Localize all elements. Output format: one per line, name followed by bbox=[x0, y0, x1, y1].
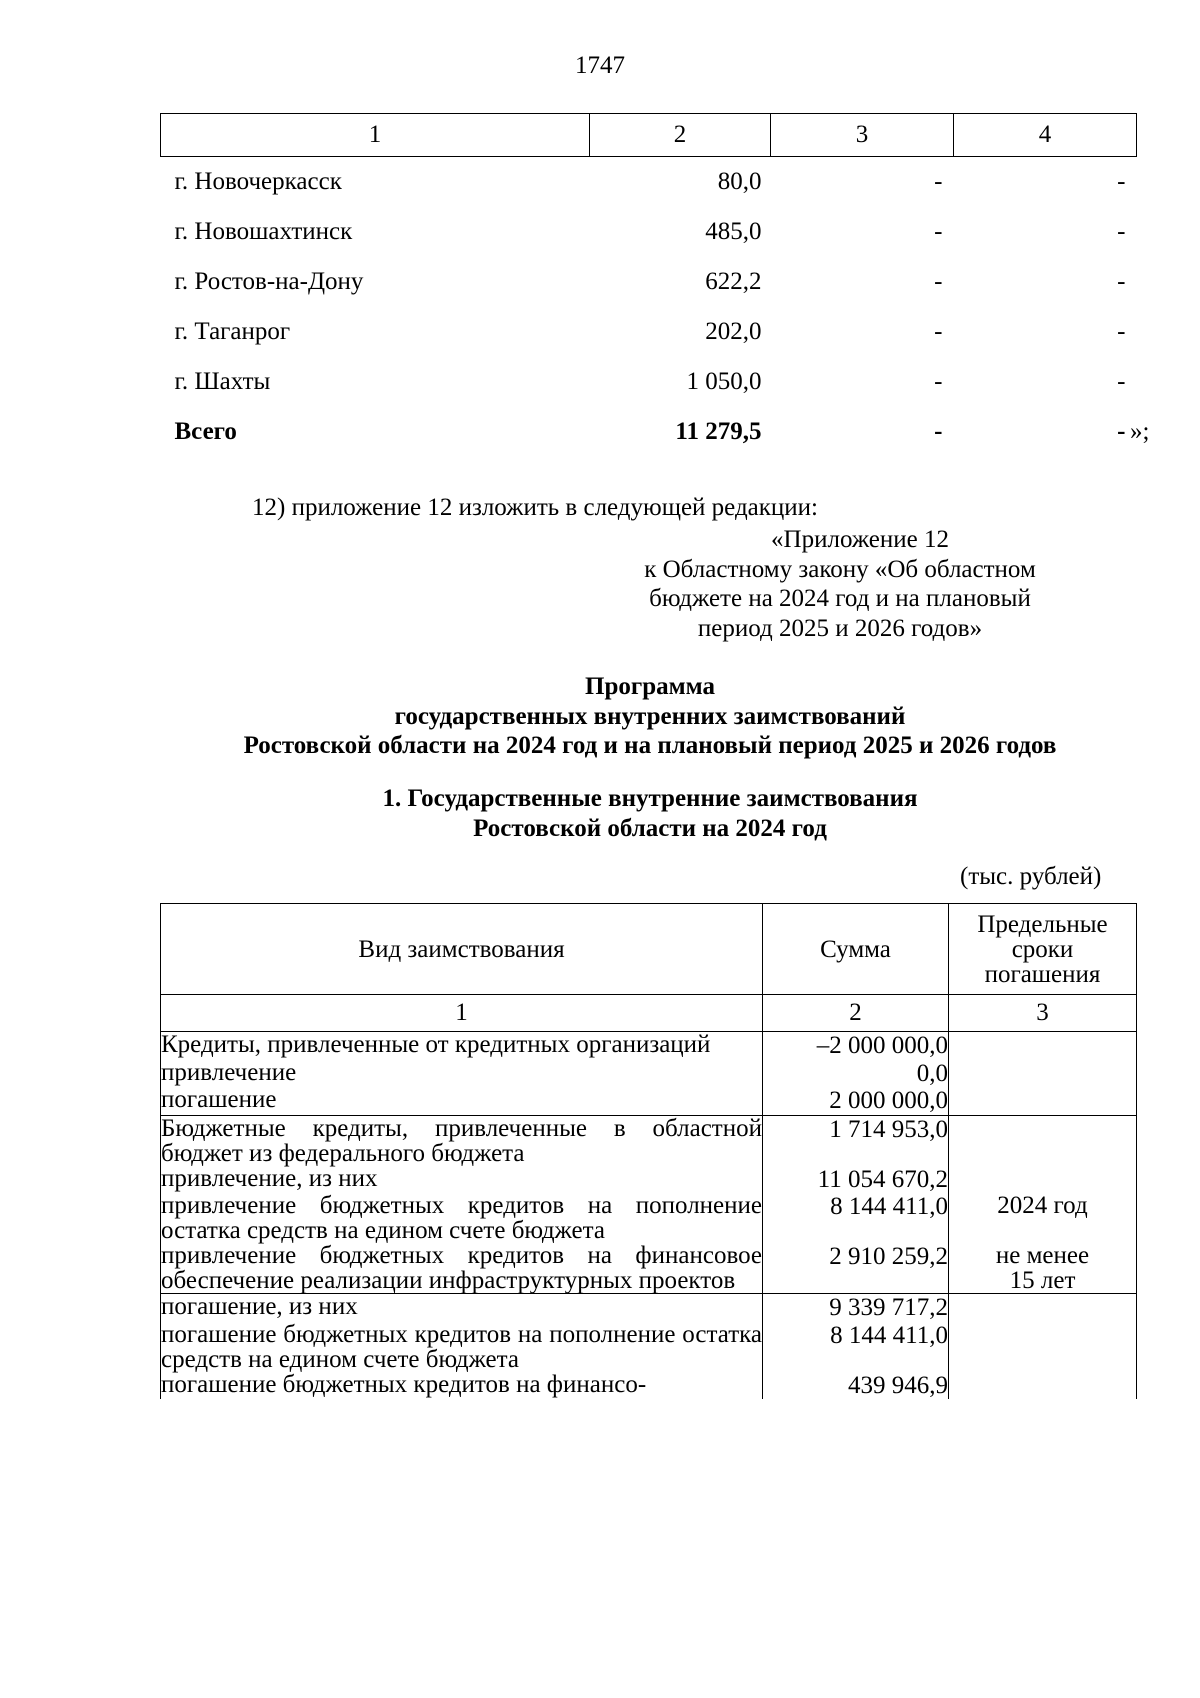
column-header-type: Вид заимствования bbox=[161, 904, 763, 995]
table-row bbox=[161, 207, 1137, 257]
total-value: 11 279,5 bbox=[675, 418, 762, 446]
budget-credits-group bbox=[161, 1115, 1137, 1294]
section-title-line: Ростовской области на 2024 год bbox=[473, 815, 827, 842]
column-index: 3 bbox=[949, 995, 1137, 1032]
borrowing-term bbox=[949, 1166, 1137, 1194]
header-line: Предельные bbox=[977, 910, 1108, 938]
amendment-text: 12) приложение 12 изложить в следующей редакции: bbox=[252, 494, 818, 521]
distribution-table bbox=[160, 113, 1137, 457]
section-title-line: 1. Государственные внутренние заимствования bbox=[382, 785, 918, 812]
value-cell: - bbox=[1117, 318, 1126, 346]
credit-org-group bbox=[161, 1032, 1137, 1116]
table-header-row bbox=[161, 114, 1137, 157]
value-cell: - bbox=[934, 318, 943, 346]
borrowing-term bbox=[949, 1087, 1137, 1115]
borrowing-amount: 2 910 259,2 bbox=[763, 1243, 949, 1294]
borrowing-type: привлечение бюджетных кредитов на пополнение остатка средств на едином счете бюджета bbox=[161, 1192, 762, 1244]
table-row bbox=[161, 307, 1137, 357]
table-row bbox=[161, 1294, 1137, 1322]
appendix-line: период 2025 и 2026 годов» bbox=[697, 614, 983, 642]
city-name: г. Шахты bbox=[174, 368, 271, 396]
program-title-line: Программа bbox=[585, 673, 715, 700]
table-row bbox=[161, 1087, 1137, 1115]
value-cell: - bbox=[934, 368, 943, 396]
borrowing-term: 2024 год bbox=[949, 1193, 1137, 1243]
program-title-line: государственных внутренних заимствований bbox=[394, 702, 906, 730]
column-header: 4 bbox=[954, 114, 1137, 157]
borrowing-type: погашение бюджетных кредитов на финансо- bbox=[161, 1372, 763, 1400]
value-cell: - bbox=[1117, 218, 1126, 246]
column-header: 2 bbox=[590, 114, 771, 157]
borrowing-term bbox=[949, 1322, 1137, 1372]
column-header-amount: Сумма bbox=[763, 904, 949, 995]
borrowing-type: погашение бюджетных кредитов на пополнение остатка средств на едином счете бюджета bbox=[161, 1320, 762, 1373]
appendix-line: к Областному закону «Об областном bbox=[644, 555, 1036, 583]
value-cell: 202,0 bbox=[705, 318, 762, 346]
city-name: г. Новочеркасск bbox=[174, 168, 342, 196]
value-cell: - bbox=[934, 168, 943, 196]
borrowing-type: погашение, из них bbox=[161, 1294, 763, 1322]
column-index-row bbox=[161, 995, 1137, 1032]
value-cell: - bbox=[934, 268, 943, 296]
borrowing-amount: 1 714 953,0 bbox=[763, 1115, 949, 1166]
table-row bbox=[161, 1166, 1137, 1194]
table-row bbox=[161, 1193, 1137, 1243]
table-row bbox=[161, 1060, 1137, 1088]
column-header: 1 bbox=[161, 114, 590, 157]
borrowing-type: привлечение, из них bbox=[161, 1166, 763, 1194]
borrowing-type: привлечение бюджетных кредитов на финансовое обеспечение реализации инфраструктурных проектов bbox=[161, 1242, 762, 1294]
section-title bbox=[0, 784, 1200, 844]
unit-label: (тыс. рублей) bbox=[960, 863, 1102, 890]
value-cell: - bbox=[934, 218, 943, 246]
borrowing-type: привлечение bbox=[161, 1060, 763, 1088]
value-cell: - bbox=[1117, 168, 1126, 196]
table-row bbox=[161, 1372, 1137, 1400]
total-value: - bbox=[1117, 418, 1126, 446]
column-header: 3 bbox=[771, 114, 954, 157]
header-line: погашения bbox=[984, 960, 1101, 988]
total-label: Всего bbox=[174, 418, 237, 446]
borrowing-amount: 2 000 000,0 bbox=[763, 1087, 949, 1115]
borrowing-term bbox=[949, 1115, 1137, 1166]
city-name: г. Ростов-на-Дону bbox=[174, 268, 364, 296]
borrowing-term bbox=[949, 1060, 1137, 1088]
table-row bbox=[161, 1243, 1137, 1294]
borrowing-type: Бюджетные кредиты, привлеченные в областной бюджет из федерального бюджета bbox=[161, 1114, 762, 1167]
borrowing-amount: 439 946,9 bbox=[763, 1372, 949, 1400]
appendix-line: бюджете на 2024 год и на плановый bbox=[649, 585, 1031, 612]
borrowings-table bbox=[160, 903, 1137, 1399]
value-cell: - bbox=[1117, 268, 1126, 296]
table-row bbox=[161, 1322, 1137, 1372]
column-header-term bbox=[949, 904, 1137, 995]
table-row bbox=[161, 1032, 1137, 1060]
header-line: сроки bbox=[1011, 935, 1074, 963]
term-line: 15 лет bbox=[1009, 1267, 1076, 1294]
value-cell: - bbox=[1117, 368, 1126, 396]
program-title-line: Ростовской области на 2024 год и на плановый период 2025 и 2026 годов bbox=[243, 732, 1057, 759]
borrowing-term bbox=[949, 1243, 1137, 1294]
table-row bbox=[161, 257, 1137, 307]
borrowing-amount: 8 144 411,0 bbox=[763, 1322, 949, 1372]
closing-quote-mark: »; bbox=[1130, 418, 1150, 445]
borrowing-type: погашение bbox=[161, 1087, 763, 1115]
column-index: 2 bbox=[763, 995, 949, 1032]
table-row bbox=[161, 157, 1137, 208]
borrowing-term bbox=[949, 1032, 1137, 1060]
term-line: не менее bbox=[995, 1242, 1090, 1269]
value-cell: 622,2 bbox=[705, 268, 762, 296]
borrowing-type: Кредиты, привлеченные от кредитных организаций bbox=[161, 1032, 763, 1060]
borrowing-amount: 8 144 411,0 bbox=[763, 1193, 949, 1243]
page-number: 1747 bbox=[575, 52, 625, 79]
borrowing-term bbox=[949, 1372, 1137, 1400]
borrowing-amount: 11 054 670,2 bbox=[763, 1166, 949, 1194]
borrowing-amount: –2 000 000,0 bbox=[763, 1032, 949, 1060]
borrowing-term bbox=[949, 1294, 1137, 1322]
program-title bbox=[0, 672, 1200, 761]
total-row bbox=[161, 407, 1137, 457]
table-row bbox=[161, 357, 1137, 407]
borrowing-amount: 0,0 bbox=[763, 1060, 949, 1088]
value-cell: 80,0 bbox=[717, 168, 762, 196]
table-header-row bbox=[161, 904, 1137, 995]
total-value: - bbox=[934, 418, 943, 446]
borrowing-amount: 9 339 717,2 bbox=[763, 1294, 949, 1322]
value-cell: 485,0 bbox=[705, 218, 762, 246]
repayment-group bbox=[161, 1294, 1137, 1400]
table-row bbox=[161, 1115, 1137, 1166]
value-cell: 1 050,0 bbox=[686, 368, 762, 396]
appendix-heading bbox=[560, 525, 1120, 643]
city-name: г. Таганрог bbox=[174, 318, 291, 346]
column-index: 1 bbox=[161, 995, 763, 1032]
city-name: г. Новошахтинск bbox=[174, 218, 353, 246]
appendix-line: «Приложение 12 bbox=[771, 526, 949, 553]
